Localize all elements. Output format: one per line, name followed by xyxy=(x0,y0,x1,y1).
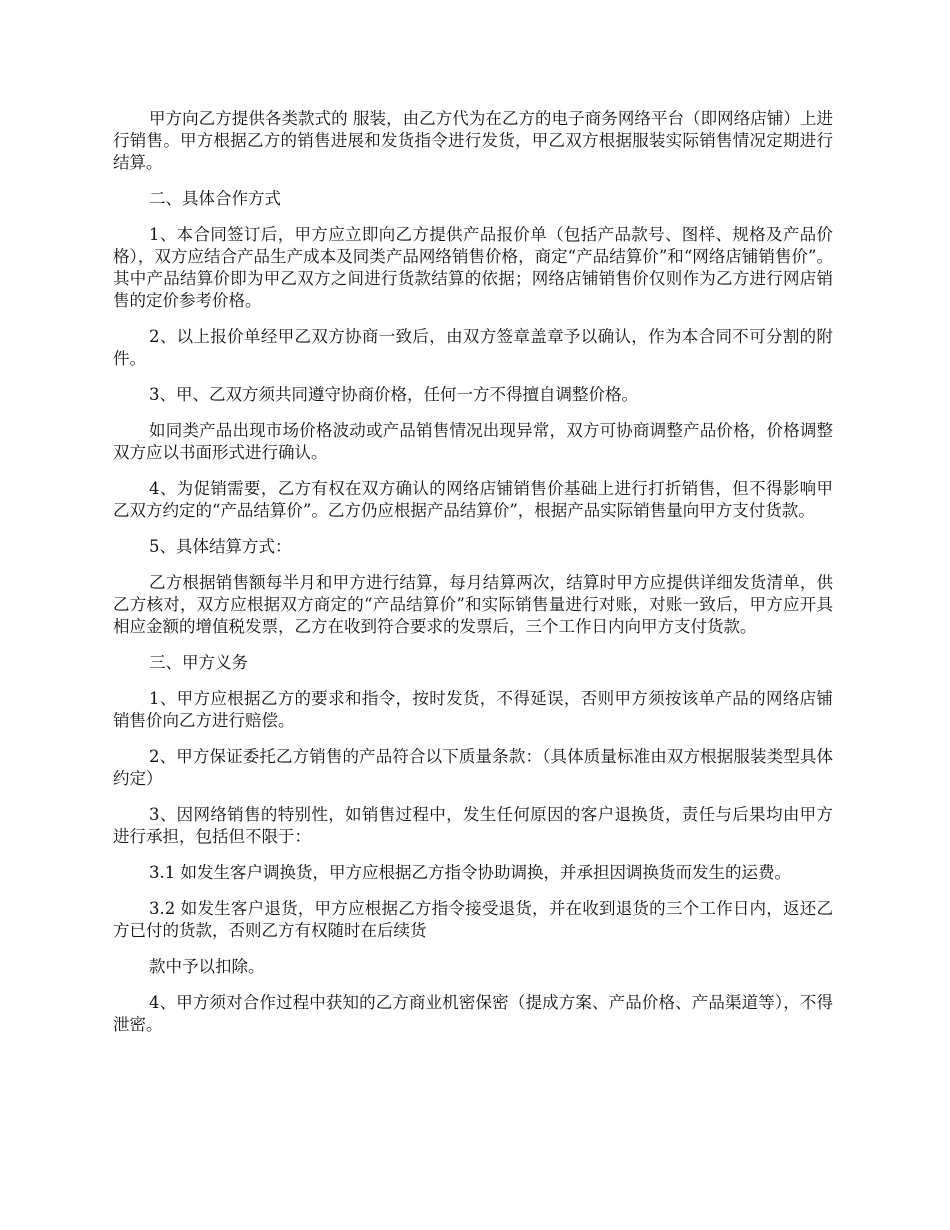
paragraph-clause-3-4: 4、甲方须对合作过程中获知的乙方商业机密保密（提成方案、产品价格、产品渠道等），不得泄密。 xyxy=(113,993,833,1034)
paragraph-intro: 甲方向乙方提供各类款式的 服装，由乙方代为在乙方的电子商务网络平台（即网络店铺）上进行销售。甲方根据乙方的销售进展和发货指令进行发货，甲乙双方根据服装实际销售情况定期进行结算。 xyxy=(113,109,833,172)
paragraph-price-adjustment: 如同类产品出现市场价格波动或产品销售情况出现异常，双方可协商调整产品价格，价格调整双方应以书面形式进行确认。 xyxy=(113,421,833,462)
paragraph-clause-2-5: 5、具体结算方式： xyxy=(149,537,292,556)
paragraph-clause-2-4: 4、为促销需要，乙方有权在双方确认的网络店铺销售价基础上进行打折销售，但不得影响甲乙双方约定的“产品结算价”。乙方仍应根据产品结算价”，根据产品实际销售量向甲方支付货款。 xyxy=(113,479,833,520)
section-heading-cooperation: 二、具体合作方式 xyxy=(149,189,281,208)
paragraph-clause-3-3: 3、因网络销售的特别性，如销售过程中，发生任何原因的客户退换货，责任与后果均由甲方进行承担，包括但不限于： xyxy=(113,805,833,846)
paragraph-settlement: 乙方根据销售额每半月和甲方进行结算，每月结算两次，结算时甲方应提供详细发货清单，供乙方核对，双方应根据双方商定的“产品结算价”和实际销售量进行对账，对账一致后，甲方应开具相应金额的增值税发票，乙方在收到符合要求的发票后，三个工作日内向甲方支付货款。 xyxy=(113,573,833,636)
document-body xyxy=(113,108,833,1050)
paragraph-clause-3-2: 2、甲方保证委托乙方销售的产品符合以下质量条款：（具体质量标准由双方根据服装类型具体约定） xyxy=(113,747,833,788)
paragraph-clause-2-1: 1、本合同签订后，甲方应立即向乙方提供产品报价单（包括产品款号、图样、规格及产品价格），双方应结合产品生产成本及同类产品网络销售价格，商定“产品结算价”和“网络店铺销售价”。其中产品结算价即为甲乙双方之间进行货款结算的依据；网络店铺销售价仅则作为乙方进行网店销售的定价参考价格。 xyxy=(113,225,833,310)
paragraph-clause-2-3: 3、甲、乙双方须共同遵守协商价格，任何一方不得擅自调整价格。 xyxy=(149,385,638,404)
paragraph-clause-3-1: 1、甲方应根据乙方的要求和指令，按时发货，不得延误，否则甲方须按该单产品的网络店铺销售价向乙方进行赔偿。 xyxy=(113,689,833,730)
paragraph-clause-3-3-1: 3.1 如发生客户调换货，甲方应根据乙方指令协助调换，并承担因调换货而发生的运费。 xyxy=(149,863,791,882)
paragraph-clause-3-3-2: 3.2 如发生客户退货，甲方应根据乙方指令接受退货，并在收到退货的三个工作日内，返还乙方已付的货款，否则乙方有权随时在后续货 xyxy=(113,899,833,940)
section-heading-party-a: 三、甲方义务 xyxy=(149,653,248,672)
paragraph-clause-2-2: 2、以上报价单经甲乙双方协商一致后，由双方签章盖章予以确认，作为本合同不可分割的附件。 xyxy=(113,327,833,368)
paragraph-clause-3-3-2-cont: 款中予以扣除。 xyxy=(149,957,265,976)
